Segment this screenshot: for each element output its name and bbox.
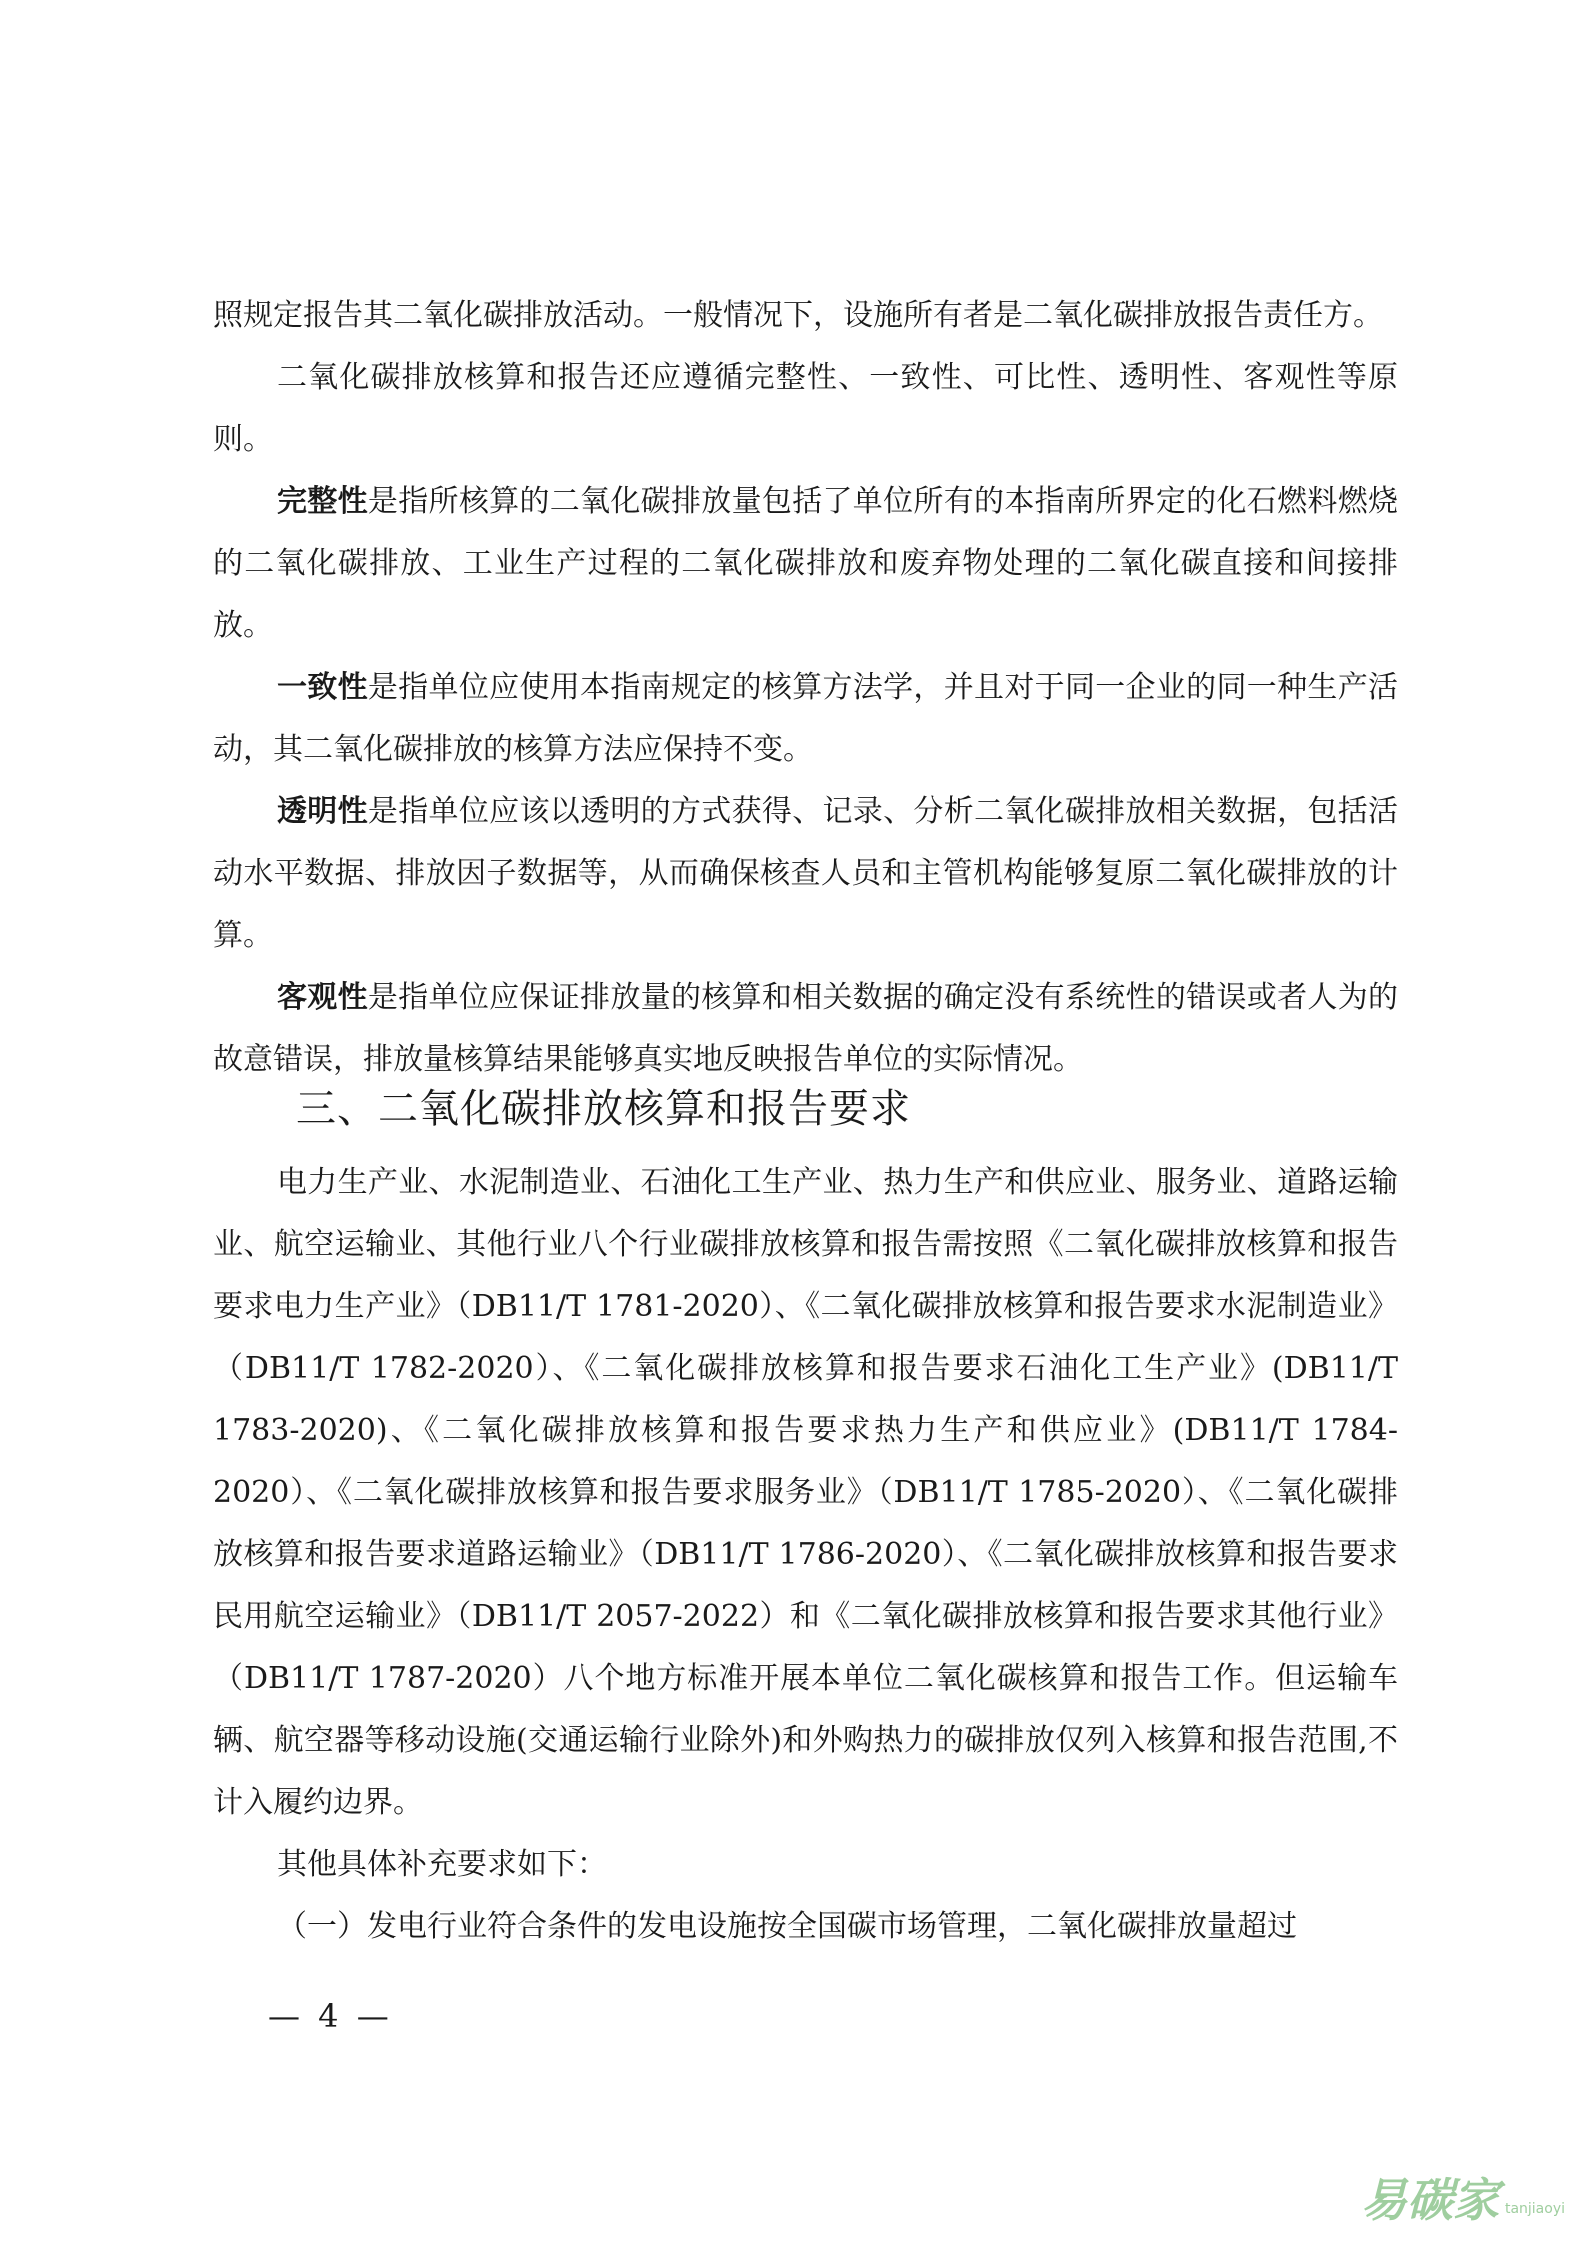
- section-heading: 三、二氧化碳排放核算和报告要求: [296, 1086, 911, 1132]
- paragraph-text: 照规定报告其二氧化碳排放活动。一般情况下，设施所有者是二氧化碳排放报告责任方。: [213, 298, 1383, 333]
- paragraph-text: 是指所核算的二氧化碳排放量包括了单位所有的本指南所界定的化石燃料燃烧的二氧化碳排放、工业生产过程的二氧化碳排放和废弃物处理的二氧化碳直接和间接排放。: [213, 484, 1399, 643]
- watermark-logo: 易碳家: [1360, 2173, 1499, 2227]
- page-number: — 4 —: [268, 1997, 393, 2035]
- paragraph: [213, 1896, 1398, 1958]
- term-bold: 透明性: [277, 794, 368, 829]
- paragraph-text: 其他具体补充要求如下：: [277, 1847, 607, 1882]
- paragraph: [213, 471, 1398, 657]
- paragraph-text: 是指单位应保证排放量的核算和相关数据的确定没有系统性的错误或者人为的故意错误，排放量核算结果能够真实地反映报告单位的实际情况。: [213, 980, 1399, 1077]
- paragraph-text: 电力生产业、水泥制造业、石油化工生产业、热力生产和供应业、服务业、道路运输业、航空运输业、其他行业八个行业碳排放核算和报告需按照《二氧化碳排放核算和报告要求电力生产业》（DB11/T 1781-2020）、《二氧化碳排放核算和报告要求水泥制造业》（DB11/T 1782-2020）、《二氧化碳排放核算和报告要求石油化工生产业》(DB11/T 1783-2020)、《二氧化碳排放核算和报告要求热力生产和供应业》(DB11/T 1784-2020）、《二氧化碳排放核算和报告要求服务业》（DB11/T 1785-2020）、《二氧化碳排放核算和报告要求道路运输业》（DB11/T 1786-2020）、《二氧化碳排放核算和报告要求民用航空运输业》（DB11/T 2057-2022）和《二氧化碳排放核算和报告要求其他行业》（DB11/T 1787-2020）八个地方标准开展本单位二氧化碳核算和报告工作。但运输车辆、航空器等移动设施(交通运输行业除外)和外购热力的碳排放仅列入核算和报告范围,不计入履约边界。: [213, 1165, 1398, 1820]
- paragraph: [213, 967, 1398, 1091]
- paragraph-text: 是指单位应使用本指南规定的核算方法学，并且对于同一企业的同一种生产活动，其二氧化碳排放的核算方法应保持不变。: [213, 670, 1399, 767]
- body-text-bottom: [213, 1152, 1398, 1958]
- watermark-url: tanjiaoyi: [1504, 2201, 1565, 2217]
- paragraph-text: 是指单位应该以透明的方式获得、记录、分析二氧化碳排放相关数据，包括活动水平数据、排放因子数据等，从而确保核查人员和主管机构能够复原二氧化碳排放的计算。: [213, 794, 1399, 953]
- body-text-top: [213, 285, 1398, 1091]
- term-bold: 一致性: [277, 670, 368, 705]
- paragraph: [213, 1834, 1398, 1896]
- paragraph-text: （一）发电行业符合条件的发电设施按全国碳市场管理，二氧化碳排放量超过: [277, 1909, 1297, 1944]
- paragraph: [213, 657, 1398, 781]
- paragraph: [213, 285, 1398, 347]
- paragraph-text: 二氧化碳排放核算和报告还应遵循完整性、一致性、可比性、透明性、客观性等原则。: [213, 360, 1398, 457]
- paragraph: [213, 347, 1398, 471]
- watermark: [1361, 2175, 1565, 2225]
- term-bold: 客观性: [277, 980, 368, 1015]
- paragraph: [213, 1152, 1398, 1834]
- paragraph: [213, 781, 1398, 967]
- term-bold: 完整性: [277, 484, 368, 519]
